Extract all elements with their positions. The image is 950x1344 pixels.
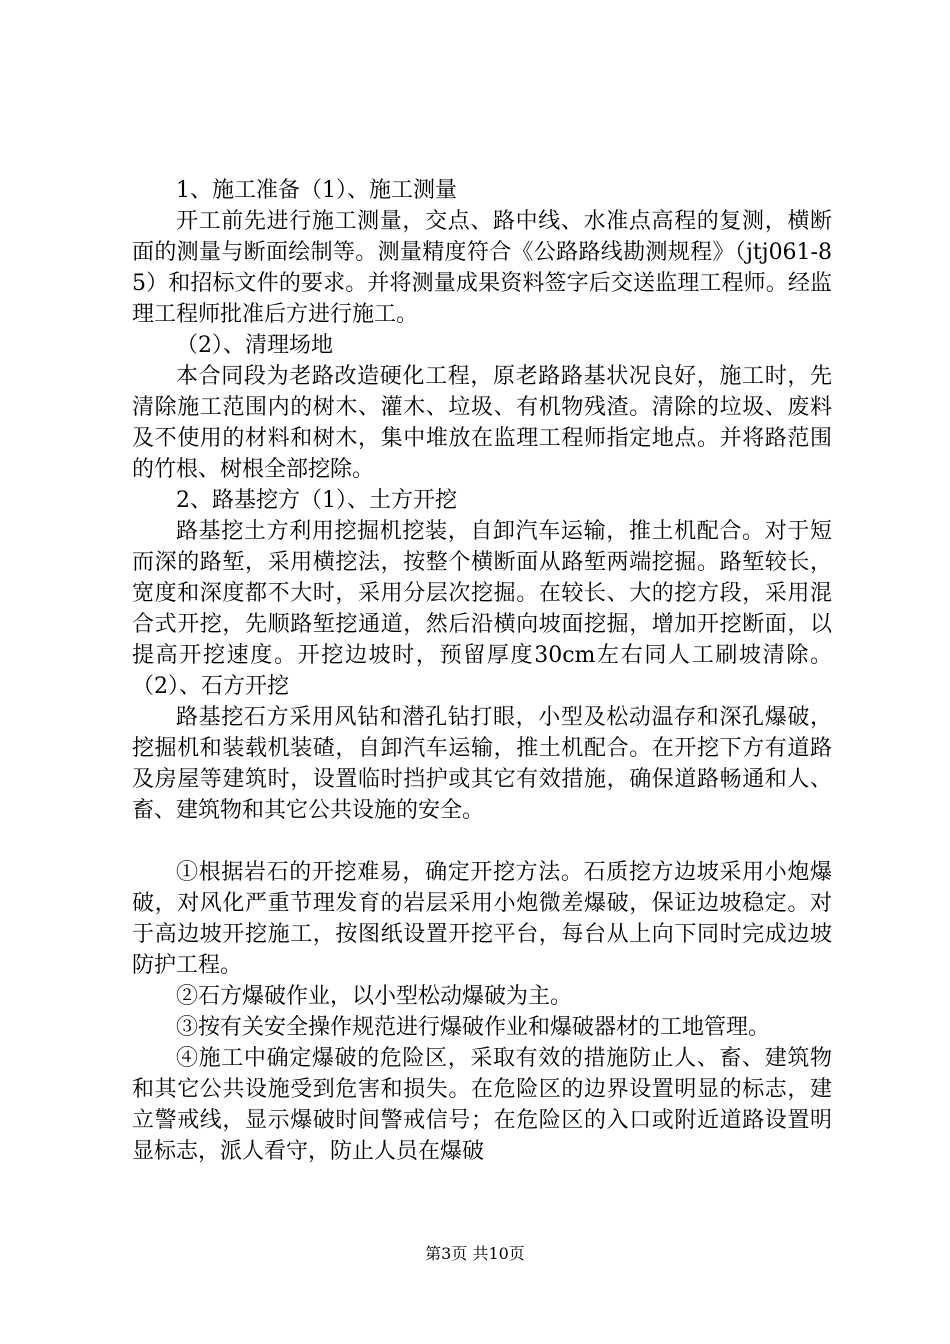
section-heading-2: 2、路基挖方（1）、土方开挖 bbox=[176, 488, 457, 513]
paragraph-rock-excavation: 路基挖石方采用风钻和潜孔钻打眼，小型及松动温存和深孔爆破，挖掘机和装载机装碴，自卸汽车运输，推土机配合。在开挖下方有道路及房屋等建筑时，设置临时挡护或其它有效措施，确保道路畅通和人、畜、建筑物和其它公共设施的安全。 bbox=[132, 705, 832, 823]
list-item-1: ①根据岩石的开挖难易，确定开挖方法。石质挖方边坡采用小炮爆破，对风化严重节理发育的岩层采用小炮微差爆破，保证边坡稳定。对于高边坡开挖施工，按图纸设置开挖平台，每台从上向下同时完成边坡防护工程。 bbox=[132, 860, 832, 978]
paragraph-survey: 开工前先进行施工测量，交点、路中线、水准点高程的复测，横断面的测量与断面绘制等。测量精度符合《公路路线勘测规程》（jtj061-85）和招标文件的要求。并将测量成果资料签字后交送监理工程师。经监理工程师批准后方进行施工。 bbox=[132, 209, 832, 327]
list-item-2: ②石方爆破作业，以小型松动爆破为主。 bbox=[176, 984, 573, 1009]
list-item-4: ④施工中确定爆破的危险区，采取有效的措施防止人、畜、建筑物和其它公共设施受到危害和损失。在危险区的边界设置明显的标志，建立警戒线，显示爆破时间警戒信号；在危险区的入口或附近道路设置明显标志，派人看守，防止人员在爆破 bbox=[132, 1046, 832, 1164]
subsection-heading-clearing: （2）、清理场地 bbox=[176, 333, 333, 358]
document-body bbox=[132, 175, 832, 1167]
list-item-3: ③按有关安全操作规范进行爆破作业和爆破器材的工地管理。 bbox=[176, 1015, 771, 1040]
page-number-label: 第3页 共10页 bbox=[425, 1244, 525, 1263]
section-heading-1: 1、施工准备（1）、施工测量 bbox=[176, 178, 457, 203]
paragraph-earth-excavation: 路基挖土方利用挖掘机挖装，自卸汽车运输，推土机配合。对于短而深的路堑，采用横挖法，按整个横断面从路堑两端挖掘。路堑较长，宽度和深度都不大时，采用分层次挖掘。在较长、大的挖方段，采用混合式开挖，先顺路堑挖通道，然后沿横向坡面挖掘，增加开挖断面，以提高开挖速度。开挖边坡时，预留厚度30cm左右同人工刷坡清除。（2）、石方开挖 bbox=[132, 519, 832, 699]
paragraph-clearing: 本合同段为老路改造硬化工程，原老路路基状况良好，施工时，先清除施工范围内的树木、灌木、垃圾、有机物残渣。清除的垃圾、废料及不使用的材料和树木，集中堆放在监理工程师指定地点。并将路范围的竹根、树根全部挖除。 bbox=[132, 364, 832, 482]
page-footer bbox=[0, 1244, 950, 1264]
